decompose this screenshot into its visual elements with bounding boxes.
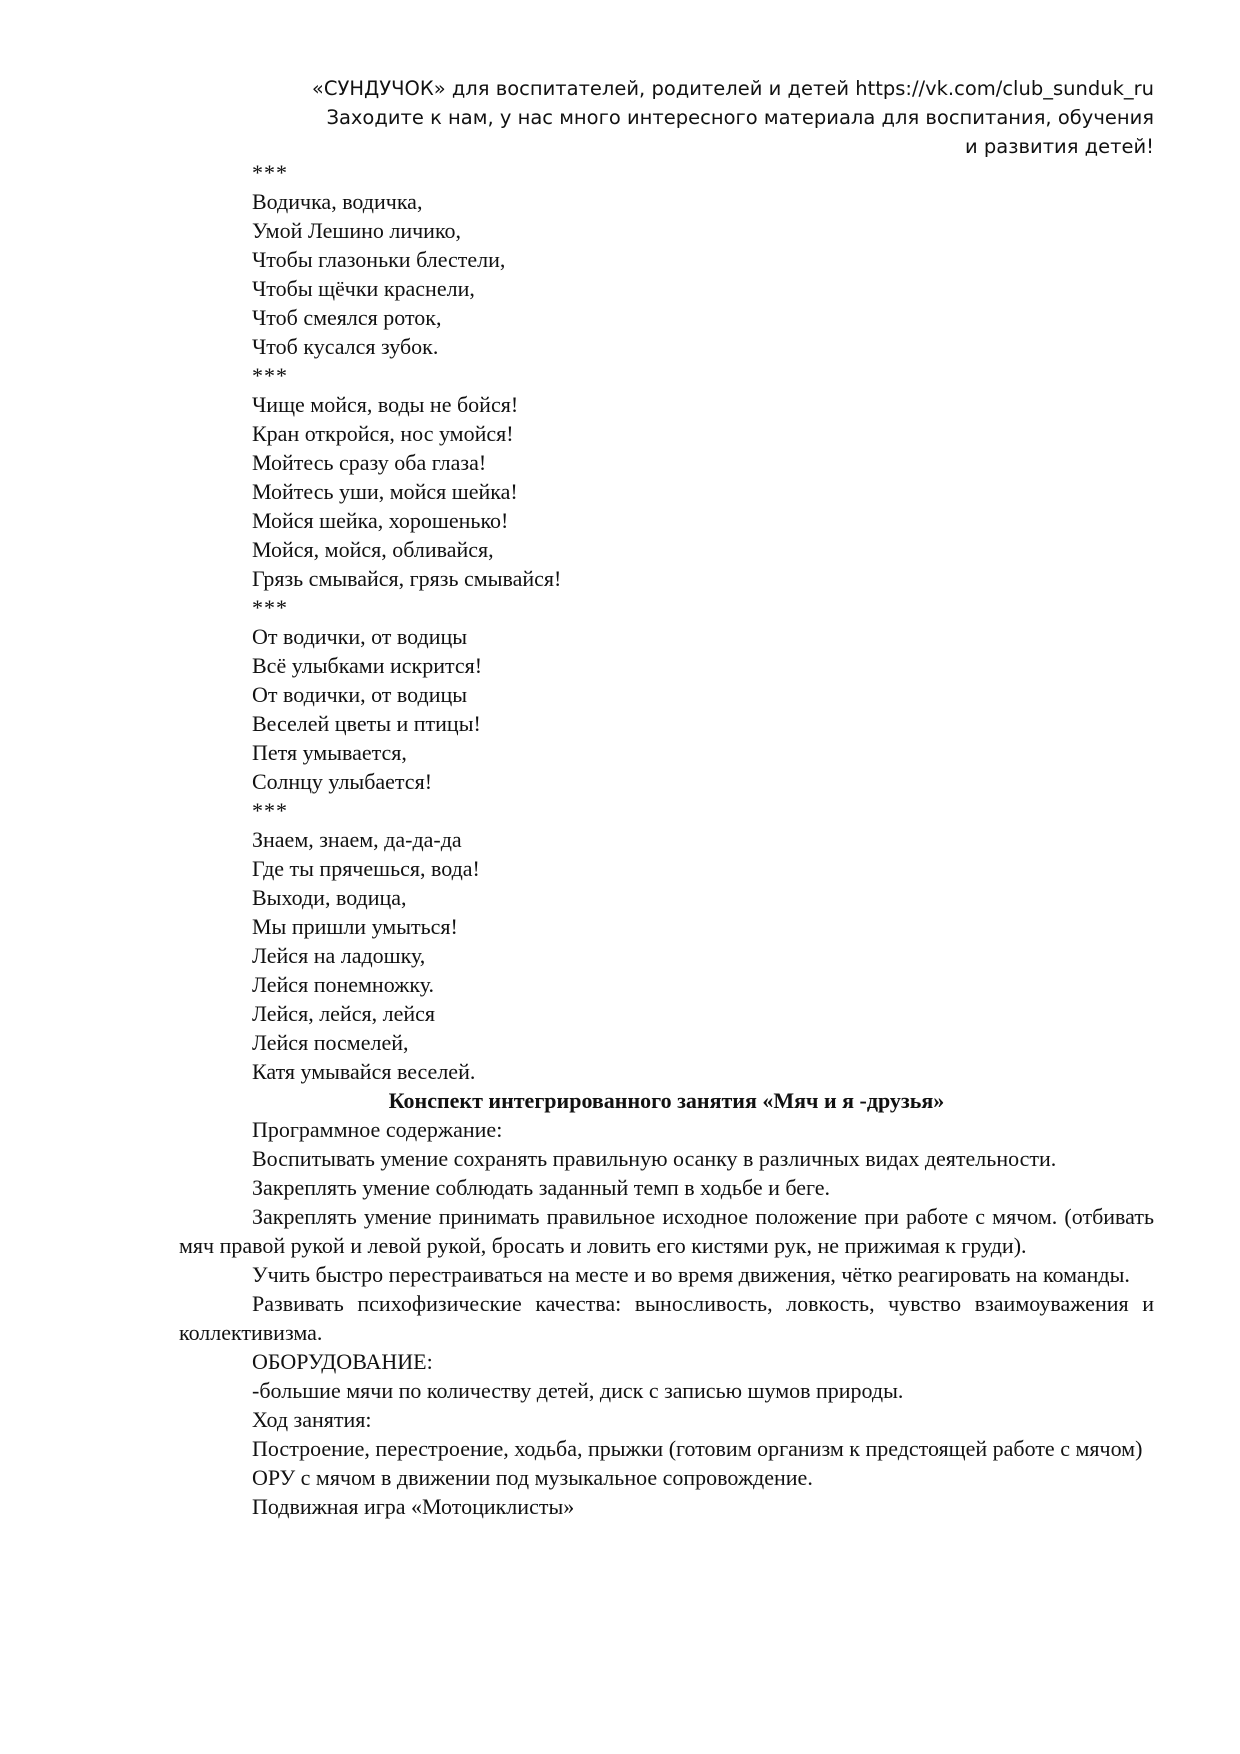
poem-4 (179, 796, 1154, 1086)
poem-line: Мойтесь сразу оба глаза! (252, 450, 487, 475)
poem-line: Чтоб смеялся роток, (252, 305, 442, 330)
poem-line: Чтоб кусался зубок. (252, 334, 439, 359)
poem-line: Мойтесь уши, мойся шейка! (252, 479, 518, 504)
poem-line: Грязь смывайся, грязь смывайся! (252, 566, 562, 591)
course-step: ОРУ с мячом в движении под музыкальное сопровождение. (252, 1465, 813, 1490)
goal-paragraph: Воспитывать умение сохранять правильную осанку в различных видах деятельности. (252, 1146, 1057, 1171)
poem-line: Мойся, мойся, обливайся, (252, 537, 494, 562)
poem-line: Лейся, лейся, лейся (252, 1001, 435, 1026)
poem-line: Мойся шейка, хорошенько! (252, 508, 509, 533)
poem-line: Катя умывайся веселей. (252, 1059, 476, 1084)
poem-line: Выходи, водица, (252, 885, 407, 910)
poem-line: Чище мойся, воды не бойся! (252, 392, 519, 417)
equipment-text: -большие мячи по количеству детей, диск с записью шумов природы. (252, 1378, 904, 1403)
poem-line: Веселей цветы и птицы! (252, 711, 481, 736)
poem-line: Лейся посмелей, (252, 1030, 409, 1055)
poem-line: Чтобы щёчки краснели, (252, 276, 475, 301)
poem-line: Солнцу улыбается! (252, 769, 433, 794)
poem-line: Мы пришли умыться! (252, 914, 458, 939)
poem-line: От водички, от водицы (252, 624, 468, 649)
poem-2 (179, 361, 1154, 593)
poem-3 (179, 593, 1154, 796)
poem-separator: *** (252, 363, 288, 388)
header-line-2: Заходите к нам, у нас много интересного материала для воспитания, обучения (326, 106, 1154, 129)
course-step: Подвижная игра «Мотоциклисты» (252, 1494, 575, 1519)
poem-line: Где ты прячешься, вода! (252, 856, 480, 881)
poem-line: Чтобы глазоньки блестели, (252, 247, 506, 272)
goal-paragraph: Закреплять умение принимать правильное исходное положение при работе с мячом. (отбивать мяч правой рукой и левой рукой, бросать и ловить его кистями рук, не прижимая к груди). (179, 1204, 1154, 1258)
poem-line: Лейся понемножку. (252, 972, 435, 997)
goal-paragraph: Закреплять умение соблюдать заданный темп в ходьбе и беге. (252, 1175, 831, 1200)
poem-line: Петя умывается, (252, 740, 407, 765)
lesson-title: Конспект интегрированного занятия «Мяч и я -друзья» (388, 1088, 945, 1113)
site-header (254, 74, 1154, 161)
poem-separator: *** (252, 160, 288, 185)
equipment-label: ОБОРУДОВАНИЕ: (252, 1349, 433, 1374)
poem-line: Умой Лешино личико, (252, 218, 462, 243)
goal-paragraph: Развивать психофизические качества: выносливость, ловкость, чувство взаимоуважения и коллективизма. (179, 1291, 1154, 1345)
poem-line: Кран откройся, нос умойся! (252, 421, 514, 446)
poem-line: Всё улыбками искрится! (252, 653, 483, 678)
header-line-1: «СУНДУЧОК» для воспитателей, родителей и детей https://vk.com/club_sunduk_ru (311, 77, 1154, 100)
course-step: Построение, перестроение, ходьба, прыжки (готовим организм к предстоящей работе с мячом) (252, 1436, 1143, 1461)
program-label: Программное содержание: (252, 1117, 503, 1142)
goal-paragraph: Учить быстро перестраиваться на месте и во время движения, чётко реагировать на команды. (252, 1262, 1130, 1287)
course-label: Ход занятия: (252, 1407, 372, 1432)
poem-line: От водички, от водицы (252, 682, 468, 707)
poem-line: Знаем, знаем, да-да-да (252, 827, 462, 852)
header-line-3: и развития детей! (964, 135, 1154, 158)
poem-line: Лейся на ладошку, (252, 943, 426, 968)
poem-1 (179, 158, 1154, 361)
poem-separator: *** (252, 798, 288, 823)
poem-line: Водичка, водичка, (252, 189, 423, 214)
poem-separator: *** (252, 595, 288, 620)
document-body (179, 158, 1154, 1521)
